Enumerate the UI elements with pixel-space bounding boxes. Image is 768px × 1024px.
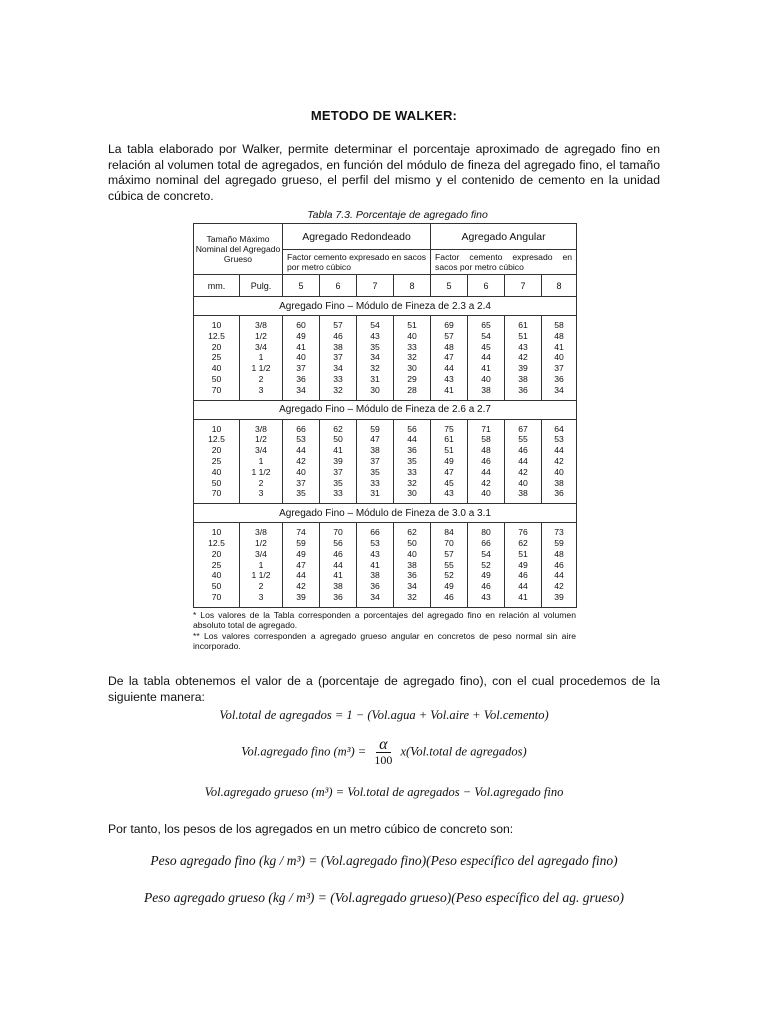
table-cell: 34	[407, 581, 417, 592]
table-cell: 54	[481, 330, 491, 341]
header-agregado-angular: Agregado Angular	[431, 224, 577, 250]
header-agregado-redondeado: Agregado Redondeado	[283, 224, 431, 250]
table-cell: 36	[407, 445, 417, 456]
formula-vol-grueso: Vol.agregado grueso (m³) = Vol.total de agregados − Vol.agregado fino	[204, 785, 564, 799]
value-column	[283, 523, 320, 608]
value-column	[357, 316, 394, 401]
table-cell: 37	[333, 352, 343, 363]
table-cell: 2	[258, 581, 264, 592]
value-column	[468, 523, 505, 608]
table-cell: 34	[370, 352, 380, 363]
table-cell: 44	[554, 570, 564, 581]
table-cell: 29	[407, 373, 417, 384]
mm-column	[194, 523, 240, 608]
value-column	[357, 523, 394, 608]
table-cell: 1 1/2	[251, 363, 271, 374]
table-cell: 80	[481, 527, 491, 538]
table-cell: 10	[211, 527, 222, 538]
table-cell: 59	[370, 423, 380, 434]
table-cell: 39	[518, 363, 528, 374]
table-cell: 20	[211, 548, 222, 559]
table-cell: 58	[481, 434, 491, 445]
value-column	[283, 316, 320, 401]
value-column	[542, 523, 577, 608]
table-cell: 32	[333, 384, 343, 395]
table-cell: 2	[258, 477, 264, 488]
table-cell: 70	[211, 384, 222, 395]
table-cell: 51	[518, 330, 528, 341]
value-column	[505, 523, 542, 608]
value-column	[283, 419, 320, 504]
table-cell: 53	[296, 434, 306, 445]
section-label: Agregado Fino – Módulo de Fineza de 2.3 a 2.4	[194, 297, 577, 316]
fraction-numerator: α	[376, 738, 390, 753]
value-column	[431, 523, 468, 608]
table-cell: 44	[518, 455, 528, 466]
table-cell: 57	[333, 320, 343, 330]
table-cell: 55	[518, 434, 528, 445]
factor-header-redondeado-7: 7	[357, 275, 394, 297]
table-cell: 32	[407, 352, 417, 363]
table-cell: 42	[296, 581, 306, 592]
factor-header-redondeado-5: 5	[283, 275, 320, 297]
table-cell: 44	[296, 570, 306, 581]
table-cell: 39	[554, 591, 564, 602]
table-cell: 35	[370, 466, 380, 477]
table-cell: 44	[407, 434, 417, 445]
table-cell: 40	[481, 373, 491, 384]
table-cell: 36	[518, 384, 528, 395]
table-cell: 42	[554, 581, 564, 592]
table-cell: 70	[333, 527, 343, 538]
table-cell: 39	[296, 591, 306, 602]
table-cell: 46	[554, 559, 564, 570]
table-cell: 52	[444, 570, 454, 581]
table-cell: 2	[258, 373, 264, 384]
table-cell: 50	[211, 373, 222, 384]
table-cell: 12.5	[208, 434, 225, 445]
table-cell: 1	[258, 455, 264, 466]
table-cell: 60	[296, 320, 306, 330]
table-cell: 43	[444, 488, 454, 499]
table-cell: 40	[554, 352, 564, 363]
table-cell: 36	[370, 581, 380, 592]
value-column	[320, 419, 357, 504]
table-cell: 66	[370, 527, 380, 538]
formula-vol-fino-right: x(Vol.total de agregados)	[400, 744, 527, 759]
table-cell: 30	[407, 488, 417, 499]
table-cell: 37	[333, 466, 343, 477]
table-cell: 40	[554, 466, 564, 477]
table-cell: 37	[554, 363, 564, 374]
table-cell: 38	[370, 570, 380, 581]
table-cell: 34	[333, 363, 343, 374]
table-cell: 1 1/2	[251, 570, 271, 581]
table-cell: 42	[481, 477, 491, 488]
table-cell: 1/2	[255, 434, 267, 445]
table-cell: 47	[370, 434, 380, 445]
table-cell: 40	[211, 466, 222, 477]
table-cell: 35	[370, 341, 380, 352]
table-cell: 41	[481, 363, 491, 374]
alpha-fraction	[371, 738, 395, 767]
table-cell: 61	[444, 434, 454, 445]
table-cell: 66	[296, 423, 306, 434]
intro-paragraph: La tabla elaborado por Walker, permite determinar el porcentaje aproximado de agregado fino en relación al volumen total de agregados, en función del módulo de fineza del agregado fino, el tamaño máximo nominal del agregado grueso, el perfil del mismo y el contenido de cemento en la unidad cúbica de concreto.	[108, 142, 660, 203]
table-cell: 1/2	[255, 330, 267, 341]
value-column	[468, 419, 505, 504]
table-cell: 38	[333, 581, 343, 592]
table-cell: 56	[333, 537, 343, 548]
table-cell: 37	[370, 455, 380, 466]
table-cell: 33	[407, 341, 417, 352]
table-cell: 52	[481, 559, 491, 570]
table-cell: 1/2	[255, 537, 267, 548]
table-cell: 57	[444, 330, 454, 341]
value-column	[468, 316, 505, 401]
table-cell: 47	[296, 559, 306, 570]
table-cell: 42	[554, 455, 564, 466]
table-cell: 10	[211, 423, 222, 434]
table-cell: 40	[481, 488, 491, 499]
table-cell: 31	[370, 488, 380, 499]
table-cell: 61	[518, 320, 528, 330]
section-label: Agregado Fino – Módulo de Fineza de 2.6 a 2.7	[194, 400, 577, 419]
table-cell: 3/4	[255, 445, 267, 456]
value-column	[505, 419, 542, 504]
walker-table-block	[193, 209, 576, 652]
table-cell: 50	[333, 434, 343, 445]
table-cell: 33	[370, 477, 380, 488]
fraction-denominator: 100	[374, 753, 393, 767]
table-cell: 48	[444, 341, 454, 352]
table-cell: 44	[444, 363, 454, 374]
table-cell: 53	[370, 537, 380, 548]
table-cell: 45	[481, 341, 491, 352]
table-cell: 50	[211, 477, 222, 488]
table-cell: 62	[333, 423, 343, 434]
value-column	[394, 316, 431, 401]
table-cell: 49	[444, 581, 454, 592]
table-note-1: * Los valores de la Tabla corresponden a porcentajes del agregado fino en relación al volumen absoluto total de agregado.	[193, 609, 576, 631]
table-cell: 62	[407, 527, 417, 538]
table-cell: 10	[211, 320, 222, 330]
formula-peso-grueso: Peso agregado grueso (kg / m³) = (Vol.agregado grueso)(Peso específico del ag. grueso)	[143, 890, 625, 905]
factor-header-redondeado-6: 6	[320, 275, 357, 297]
table-cell: 46	[333, 330, 343, 341]
table-cell: 31	[370, 373, 380, 384]
table-cell: 65	[481, 320, 491, 330]
table-cell: 3/8	[255, 423, 267, 434]
table-cell: 70	[444, 537, 454, 548]
table-cell: 20	[211, 445, 222, 456]
table-cell: 50	[211, 581, 222, 592]
table-cell: 40	[296, 466, 306, 477]
table-cell: 43	[370, 548, 380, 559]
table-cell: 38	[518, 373, 528, 384]
table-cell: 30	[370, 384, 380, 395]
table-cell: 46	[518, 570, 528, 581]
table-cell: 3/4	[255, 548, 267, 559]
table-cell: 40	[296, 352, 306, 363]
paragraph-tabla: De la tabla obtenemos el valor de a (porcentaje de agregado fino), con el cual procedemos de la siguiente manera:	[108, 674, 660, 704]
section-label: Agregado Fino – Módulo de Fineza de 3.0 a 3.1	[194, 504, 577, 523]
table-cell: 76	[518, 527, 528, 538]
table-cell: 1	[258, 559, 264, 570]
value-column	[320, 523, 357, 608]
factor-note-angular: Factor cemento expresado en sacos por metro cúbico	[431, 250, 577, 275]
table-cell: 44	[296, 445, 306, 456]
table-cell: 12.5	[208, 330, 225, 341]
table-cell: 30	[407, 363, 417, 374]
value-column	[542, 316, 577, 401]
table-cell: 38	[481, 384, 491, 395]
table-cell: 36	[554, 488, 564, 499]
table-cell: 59	[296, 537, 306, 548]
table-row	[194, 523, 577, 608]
table-cell: 28	[407, 384, 417, 395]
value-column	[431, 419, 468, 504]
paragraph-pesos: Por tanto, los pesos de los agregados en un metro cúbico de concreto son:	[108, 822, 514, 836]
page-title: METODO DE WALKER:	[310, 108, 458, 123]
table-cell: 34	[554, 384, 564, 395]
table-cell: 59	[554, 537, 564, 548]
table-caption: Tabla 7.3. Porcentaje de agregado fino	[307, 209, 488, 221]
table-row	[194, 316, 577, 401]
table-row	[194, 419, 577, 504]
table-cell: 41	[370, 559, 380, 570]
table-cell: 32	[407, 477, 417, 488]
table-cell: 3/8	[255, 527, 267, 538]
table-cell: 25	[211, 352, 222, 363]
header-pulg: Pulg.	[240, 275, 283, 297]
factor-header-angular-7: 7	[505, 275, 542, 297]
table-cell: 36	[554, 373, 564, 384]
table-cell: 75	[444, 423, 454, 434]
table-notes	[193, 610, 576, 652]
table-cell: 38	[554, 477, 564, 488]
table-cell: 43	[481, 591, 491, 602]
table-cell: 51	[407, 320, 417, 330]
table-cell: 64	[554, 423, 564, 434]
table-cell: 73	[554, 527, 564, 538]
table-cell: 41	[444, 384, 454, 395]
table-cell: 66	[481, 537, 491, 548]
table-cell: 3/8	[255, 320, 267, 330]
table-cell: 47	[444, 352, 454, 363]
table-cell: 62	[518, 537, 528, 548]
table-cell: 25	[211, 455, 222, 466]
table-note-2: ** Los valores corresponden a agregado grueso angular en concretos de peso normal sin aire incorporado.	[193, 630, 576, 652]
table-cell: 70	[211, 488, 222, 499]
factor-header-redondeado-8: 8	[394, 275, 431, 297]
table-cell: 38	[370, 445, 380, 456]
table-cell: 41	[333, 570, 343, 581]
table-cell: 34	[296, 384, 306, 395]
table-cell: 70	[211, 591, 222, 602]
table-cell: 46	[333, 548, 343, 559]
table-cell: 38	[407, 559, 417, 570]
table-cell: 55	[444, 559, 454, 570]
table-cell: 41	[333, 445, 343, 456]
table-cell: 48	[554, 330, 564, 341]
table-cell: 40	[211, 570, 222, 581]
table-cell: 49	[481, 570, 491, 581]
table-cell: 46	[481, 581, 491, 592]
formula-vol-fino	[0, 738, 768, 767]
table-cell: 56	[407, 423, 417, 434]
pulg-column	[240, 419, 283, 504]
table-cell: 44	[518, 581, 528, 592]
table-cell: 3	[258, 591, 264, 602]
table-cell: 38	[333, 341, 343, 352]
table-cell: 20	[211, 341, 222, 352]
table-cell: 36	[333, 591, 343, 602]
table-cell: 54	[481, 548, 491, 559]
factor-header-angular-6: 6	[468, 275, 505, 297]
table-cell: 33	[333, 488, 343, 499]
header-mm: mm.	[194, 275, 240, 297]
table-cell: 51	[518, 548, 528, 559]
table-cell: 44	[481, 352, 491, 363]
table-cell: 41	[518, 591, 528, 602]
table-cell: 12.5	[208, 537, 225, 548]
table-cell: 40	[407, 330, 417, 341]
mm-column	[194, 419, 240, 504]
table-cell: 46	[481, 455, 491, 466]
value-column	[431, 316, 468, 401]
table-cell: 43	[444, 373, 454, 384]
table-cell: 35	[407, 455, 417, 466]
table-cell: 46	[518, 445, 528, 456]
formula-vol-fino-left: Vol.agregado fino (m³) =	[241, 744, 367, 759]
value-column	[394, 419, 431, 504]
table-cell: 40	[518, 477, 528, 488]
table-cell: 43	[370, 330, 380, 341]
factor-note-redondeado: Factor cemento expresado en sacos por metro cúbico	[283, 250, 431, 275]
table-cell: 44	[554, 445, 564, 456]
table-cell: 67	[518, 423, 528, 434]
table-cell: 74	[296, 527, 306, 538]
table-cell: 32	[370, 363, 380, 374]
formula-vol-total: Vol.total de agregados = 1 − (Vol.agua + Vol.aire + Vol.cemento)	[219, 708, 549, 722]
table-cell: 58	[554, 320, 564, 330]
table-cell: 39	[333, 455, 343, 466]
table-cell: 32	[407, 591, 417, 602]
table-cell: 45	[444, 477, 454, 488]
value-column	[394, 523, 431, 608]
table-cell: 71	[481, 423, 491, 434]
value-column	[357, 419, 394, 504]
table-cell: 54	[370, 320, 380, 330]
pulg-column	[240, 523, 283, 608]
table-cell: 46	[444, 591, 454, 602]
table-cell: 3/4	[255, 341, 267, 352]
table-cell: 35	[333, 477, 343, 488]
table-cell: 69	[444, 320, 454, 330]
table-cell: 49	[518, 559, 528, 570]
value-column	[320, 316, 357, 401]
table-cell: 44	[333, 559, 343, 570]
table-cell: 49	[444, 455, 454, 466]
header-tamano-maximo: Tamaño Máximo Nominal del Agregado Grueso	[194, 224, 283, 275]
table-cell: 37	[296, 363, 306, 374]
table-cell: 35	[296, 488, 306, 499]
mm-column	[194, 316, 240, 401]
table-cell: 40	[211, 363, 222, 374]
table-cell: 84	[444, 527, 454, 538]
formula-peso-fino: Peso agregado fino (kg / m³) = (Vol.agregado fino)(Peso específico del agregado fino)	[150, 853, 618, 868]
table-cell: 36	[407, 570, 417, 581]
table-cell: 53	[554, 434, 564, 445]
table-cell: 33	[333, 373, 343, 384]
table-cell: 37	[296, 477, 306, 488]
value-column	[542, 419, 577, 504]
table-cell: 47	[444, 466, 454, 477]
table-cell: 33	[407, 466, 417, 477]
table-cell: 41	[554, 341, 564, 352]
table-cell: 42	[296, 455, 306, 466]
factor-header-angular-5: 5	[431, 275, 468, 297]
table-cell: 44	[481, 466, 491, 477]
table-cell: 57	[444, 548, 454, 559]
table-cell: 48	[481, 445, 491, 456]
table-cell: 43	[518, 341, 528, 352]
table-cell: 38	[518, 488, 528, 499]
factor-header-angular-8: 8	[542, 275, 577, 297]
table-cell: 25	[211, 559, 222, 570]
table-cell: 49	[296, 548, 306, 559]
table-cell: 42	[518, 466, 528, 477]
table-cell: 3	[258, 488, 264, 499]
table-cell: 42	[518, 352, 528, 363]
table-cell: 51	[444, 445, 454, 456]
table-cell: 34	[370, 591, 380, 602]
table-cell: 48	[554, 548, 564, 559]
table-cell: 3	[258, 384, 264, 395]
table-cell: 41	[296, 341, 306, 352]
table-cell: 1 1/2	[251, 466, 271, 477]
value-column	[505, 316, 542, 401]
table-cell: 36	[296, 373, 306, 384]
table-cell: 50	[407, 537, 417, 548]
table-cell: 1	[258, 352, 264, 363]
pulg-column	[240, 316, 283, 401]
table-cell: 40	[407, 548, 417, 559]
walker-table	[193, 223, 577, 608]
table-cell: 49	[296, 330, 306, 341]
